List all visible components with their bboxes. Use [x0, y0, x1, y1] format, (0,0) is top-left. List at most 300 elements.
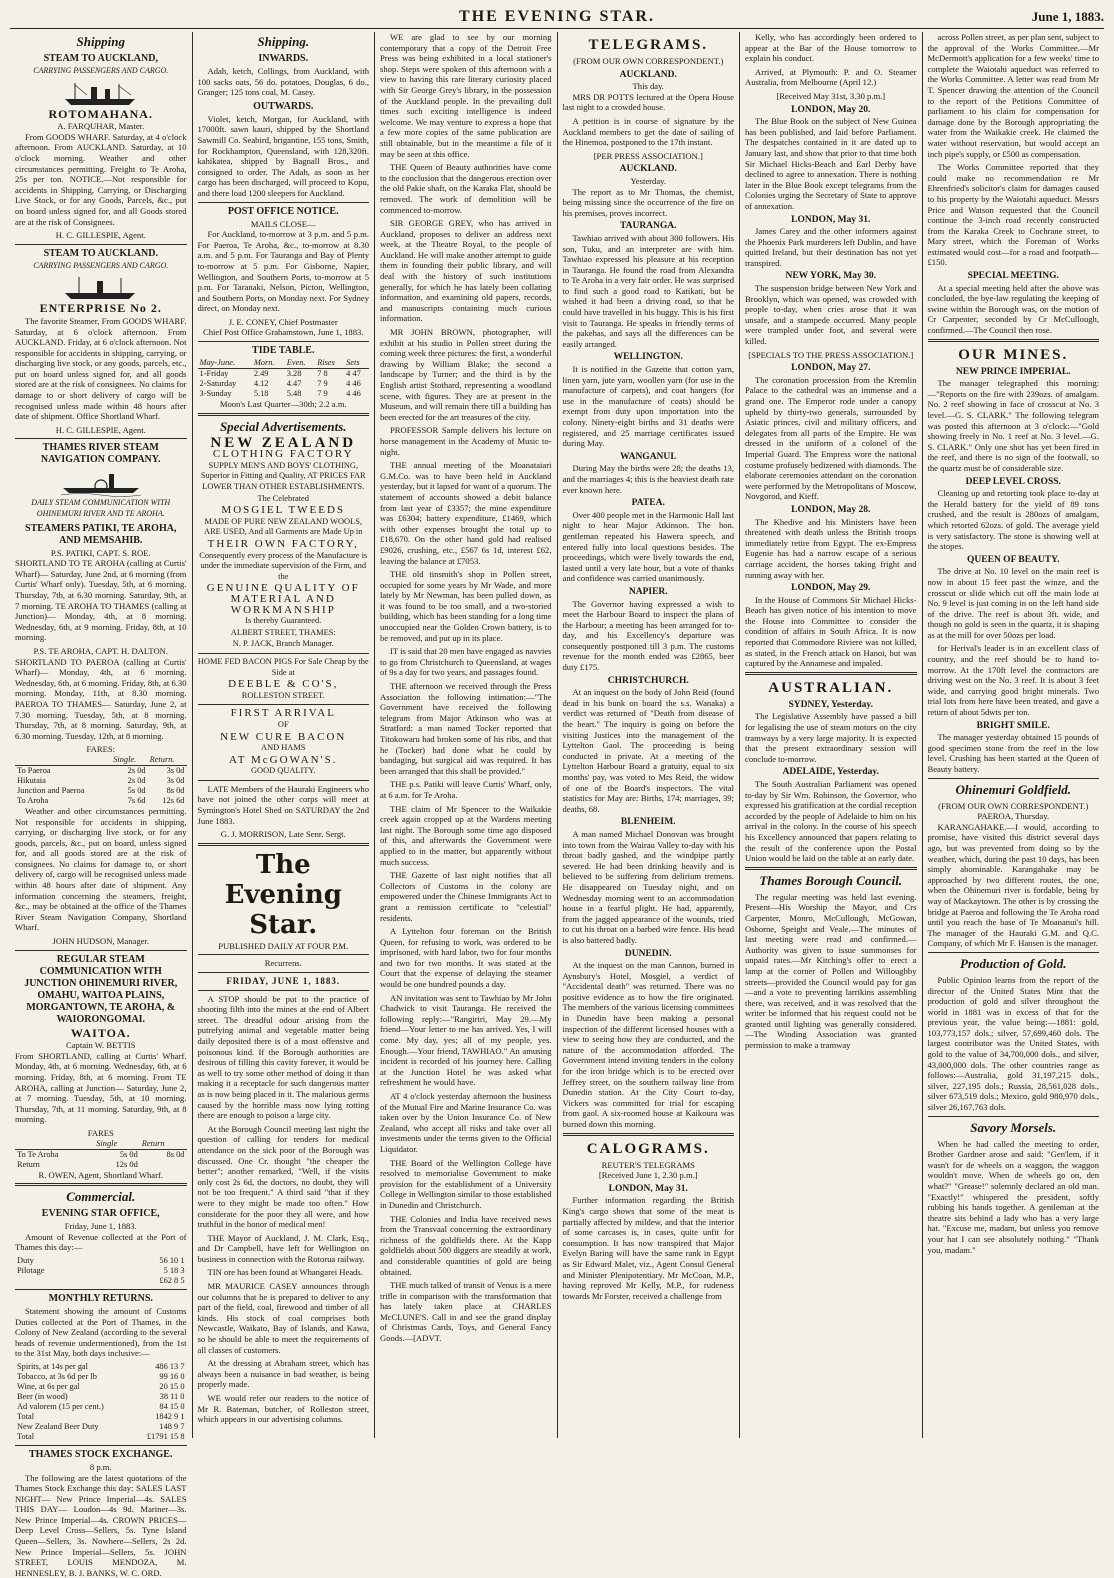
table-row — [15, 1276, 187, 1286]
ad-signature: R. OWEN, Agent, Shortland Wharf. — [15, 1170, 187, 1181]
clothing-ad-text: SUPPLY MEN'S AND BOYS' CLOTHING, Superior in Fitting and Quality, AT PRICES FAR LOWER THAN OTHER ESTABLISHMENTS. — [198, 461, 370, 493]
report-heading: THAMES STOCK EXCHANGE. — [15, 1449, 187, 1461]
engineers-notice: LATE Members of the Hauraki Engineers who have not joined the other corps will meet at Symington's Hotel Shed on SATURDAY the 2nd June 1883. — [198, 784, 370, 826]
mine-report: for Herival's leader is in an excellent class of country, and the reef should be to hand to-morrow. At the 170ft level the contractors are driving west on the No. 3 reef. It is about 3 feet wide, and carrying good bright minerals. Two trial lots from here have been treated, and gave a return of about 5dwts per ton. — [928, 643, 1100, 717]
customs-item: Wine, at 6s per gal — [15, 1382, 133, 1392]
divider — [15, 244, 187, 245]
notice-heading: POST OFFICE NOTICE. — [198, 206, 370, 218]
sun-sets: 4 46 — [344, 379, 369, 389]
telegram-text: Tawhiao arrived with about 300 followers. His son, Tuku, and an interpreter are with him. Tawhiao expressed his pleasure at his reception in Tauranga. He found the road from Alexandra to Te Aroha in a very fair order. He was surprised to find such a good road to Katikati, but he wished it had been a driving road, so that he could have travelled in his buggy. This is his first visit to Tauranga. He speaks in friendly terms of the pakehas, and says all the differences can be easily arranged. — [563, 233, 735, 350]
divider — [198, 843, 370, 846]
news-paragraph: THE annual meeting of the Moanataiari G.M.Co. was to have been held in Auckland yesterday, but it lapsed for want of a quorum. The statement of accounts showed a debit balance from last year of £3357; the mine expenditure was £6304; battery expenditure, £1469, which with other expenses brought the total up to £18,670. On the other hand gold had realised £9026, crushing, etc., £567 6s 1d, interest £62, leaving the balance at £7053. — [380, 460, 552, 566]
table-row — [15, 1256, 187, 1266]
leader-paragraph: THE Mayor of Auckland, J. M. Clark, Esq., and Dr Campbell, have left for Wellington on business in connection with the Rotorua railway. — [198, 1233, 370, 1265]
ad-signature: H. C. GILLESPIE, Agent. — [15, 425, 187, 436]
divider — [745, 867, 917, 870]
timetable-text: SHORTLAND TO TE AROHA (calling at Curtis' Wharf)— Saturday, June 2nd, at 6 morning (from Curtis' Wharf only). Tuesday, 5th, at 6 morning. Thursday, 7th, at 6.30 morning. Saturday, 9th, at 7 morning. TE AROHA TO THAMES (calling at Junction)— Monday, 4th, at 8 morning. Wednesday, 6th, at 9 morning. Friday, 8th, at 10 morning. — [15, 558, 187, 643]
ad-heading: STEAM TO AUCKLAND. — [15, 248, 187, 260]
divider — [198, 972, 370, 973]
revenue-item: Duty — [15, 1256, 104, 1266]
timetable-text: SHORTLAND TO PAEROA (calling at Curtis' Wharf)— Monday, 4th, at 6 morning. Wednesday, 6th, at 6 morning. Friday, 8th, at 6.30 morning. Monday, 11th, at 8.30 morning. PAEROA TO THAMES— Saturday, June 2, at 7.30 morning. Tuesday, 5th, at 8 morning. Thursday, 7th, at 8 morning. Saturday, 9th, at 6.30 morning. Tuesday, 12th, at 8 morning. — [15, 657, 187, 742]
telegram-text: Kelly, who has accordingly been ordered to appear at the Bar of the House tomorrow to explain his conduct. — [745, 32, 917, 64]
ad-body: From GOODS WHARF. Saturday, at 4 o'clock afternoon. From AUCKLAND. Saturday, at 10 o'clock morning. Weather and other circumstances permitting. Freight to Te Aroha, 25s per ton. NOTICE.—Not responsible for accidents in Shipping, Carrying, or Discharging Live Stock, or for any Goods, Parcels, &c., put on board unless signed for, and all Goods stored are at the risk of Consignees. — [15, 132, 187, 227]
table-row — [15, 1422, 187, 1432]
mine-report: The drive at No. 10 level on the main reef is now in about 15 feet past the winze, and the crosscut or slide which cut off the main lode at No. 9 level is just coming in on the left hand side of the drive. The reef is about 3ft. wide, and though no gold is seen in the quartz, it is shaping as at the mill for over 50ozs per load. — [928, 566, 1100, 640]
sun-sets: 4 46 — [344, 389, 369, 399]
ad-heading: STEAM TO AUCKLAND, — [15, 53, 187, 65]
arrival-ad-line: FIRST ARRIVAL — [198, 708, 370, 719]
council-report: The Works Committee reported that they could make no recommendation re Mr Ehrenfried's solicitor's claim for damages caused to his property by the Waiotahi aqueduct. Messrs Price and Watson requested that the Council continue the 3-inch road recently constructed from the Karaka Creek to Cochrane street, to Mary street, which the Foreman of Works estimated would cost—for a road and footpath—£150. — [928, 162, 1100, 268]
divider — [15, 1445, 187, 1446]
fare-single: 7s 6d — [111, 796, 147, 806]
savory-morsels-heading: Savory Morsels. — [928, 1120, 1100, 1136]
city-heading: LONDON, May 29. — [745, 583, 917, 594]
fare-return — [140, 1160, 187, 1170]
table-row — [15, 1160, 187, 1170]
ad-signature: JOHN HUDSON, Manager. — [15, 936, 187, 947]
news-paragraph: THE much talked of transit of Venus is a mere trifle in comparison with the transformation that has lately taken place at CHARLES McCLUNE'S. Call in and see the grand display of Christmas Cards, Toys, and General Fancy Goods.—[ADVT. — [380, 1280, 552, 1344]
council-report: At a special meeting held after the above was concluded, the bye-law regulating the keeping of swine within the Borough was, on the motion of Cr Carpenter, seconded by Cr McCullough, confirmed.—The Council then rose. — [928, 283, 1100, 336]
tide-header: Even. — [285, 358, 315, 369]
ad-subheading: CARRYING PASSENGERS AND CARGO. — [15, 261, 187, 272]
borough-council-heading: Thames Borough Council. — [745, 873, 917, 889]
ship-name: ENTERPRISE No 2. — [15, 303, 187, 314]
subsection-heading: OUTWARDS. — [198, 101, 370, 113]
source-note: [PER PRESS ASSOCIATION.] — [563, 151, 735, 162]
table-row — [15, 1266, 187, 1276]
tide-day: 3-Sunday — [198, 389, 252, 399]
leader-paragraph: MR MAURICE CASEY announces through our columns that he is prepared to deliver to any part of the field, coal, firewood and timber of all kinds. His stock of coal comprises both Newcastle, Waikato, Bay of Islands, and Kawa, so he should be able to meet the requirements of all classes of customers. — [198, 1281, 370, 1355]
divider — [198, 954, 370, 955]
section-heading-commercial: Commercial. — [15, 1189, 187, 1205]
customs-item: Beer (in wood) — [15, 1392, 133, 1402]
city-heading: SYDNEY, Yesterday. — [745, 700, 917, 711]
fares-header — [15, 755, 111, 766]
city-heading: WELLINGTON. — [563, 352, 735, 363]
news-paragraph: THE claim of Mr Spencer to the Waikakie creek again cropped up at the Wardens meeting last night. The Borough some time ago disposed of this, and afterwards the Government were applied to in the matter, but apparently without much success. — [380, 804, 552, 868]
fare-single: 5s 0d — [94, 1149, 140, 1160]
steamer-name: P.S. PATIKI, CAPT. S. ROE. — [15, 548, 187, 559]
divider — [15, 950, 187, 951]
tide-footer: Moon's Last Quarter—30th; 2.2 a.m. — [198, 399, 370, 410]
gold-production-heading: Production of Gold. — [928, 956, 1100, 972]
customs-table — [15, 1362, 187, 1442]
steamship-illustration — [61, 273, 141, 301]
news-paragraph: THE old tinsmith's shop in Pollen street, occupied for some years by Mr Wade, and more lately by Mr Newman, has been pulled down, as it was found to be too small, and a two-storied building, which has been standing for a long time unoccupied near the Golden Crown battery, is to be removed, and put up in its place. — [380, 569, 552, 643]
bacon-ad-address: ROLLESTON STREET. — [198, 691, 370, 702]
tide-header: Rises — [315, 358, 344, 369]
city-heading: NEW YORK, May 30. — [745, 271, 917, 282]
fare-single: 2s 0d — [111, 765, 147, 776]
news-paragraph: A Lyttelton four foreman on the British Queen, for refusing to work, was ordered to be imprisoned, with hard labor, two for four months and two for two months. It was stated at the Court that the expense of delaying the steamer would be one hundred pounds a day. — [380, 926, 552, 990]
steamer-name: P.S. TE AROHA, CAPT. H. DALTON. — [15, 646, 187, 657]
ad-signature: H. C. GILLESPIE, Agent. — [15, 230, 187, 241]
telegram-text: The South Australian Parliament was opened to-day by Sir Wm. Robinson, the Governor, who expressed his gratification at the cordial reception accorded by the people of Adelaide to him on his arrival in the colony. In the course of his speech his Excellency announced that papers relating to the result of the conference upon the Postal Union would be laid on the table at an early date. — [745, 779, 917, 864]
telegram-text: James Carey and the other informers against the Phoenix Park murderers left Dublin, and have quitted Ireland, but their destination has not yet transpired. — [745, 226, 917, 268]
customs-amount: 20 15 0 — [133, 1382, 187, 1392]
timetable-text: From SHORTLAND, calling at Curtis' Wharf. Monday, 4th, at 6 morning. Wednesday, 6th, at 6 morning. Friday, 8th, at 6 morning. From TE AROHA, calling at Junction— Saturday, June 2, at 7 morning. Tuesday, 5th, at 10 morning. Thursday, 7th, at 11 morning. Saturday, 9th, at 8 morning. — [15, 1051, 187, 1125]
leader-paragraph: WE would refer our readers to the notice of Mr R. Bateman, butcher, of Rolleston street, which appears in our advertising columns. — [198, 1393, 370, 1425]
table-row — [15, 1402, 187, 1412]
published-line: PUBLISHED DAILY AT FOUR P.M. — [198, 941, 370, 952]
table-row — [198, 369, 370, 380]
source-note: (FROM OUR OWN CORRESPONDENT.) — [563, 56, 735, 67]
steamer-list: STEAMERS PATIKI, TE AROHA, AND MEMSAHIB. — [15, 523, 187, 547]
telegram-text: The report as to Mr Thomas, the chemist, being missing since the occurrence of the fire on his premises, proves incorrect. — [563, 187, 735, 219]
customs-amount: 38 11 0 — [133, 1392, 187, 1402]
city-heading: BLENHEIM. — [563, 817, 735, 828]
tide-header: Sets — [344, 358, 369, 369]
fares-header: Return. — [148, 755, 187, 766]
tide-evening: 3.28 — [285, 369, 315, 380]
motto: Recurrens. — [198, 958, 370, 969]
customs-total: £1791 15 8 — [133, 1432, 187, 1442]
telegram-text: The Governor having expressed a wish to meet the Harbour Board to inspect the plans of the Harbour; a meeting has been arranged for to-day, and his Excellency's departure was consequently postponed till 3 p.m. The customs revenue for the month ended was £2865, beer duty £175. — [563, 599, 735, 673]
ad-body: The favorite Steamer, From GOODS WHARF. Saturday, at 6 o'clock afternoon. From AUCKLAND. Friday, at 6 o'clock afternoon. Not responsible for accidents in shipping, carrying, or discharging live stock, or any goods, parcels, etc., put on board unless signed for, and all goods stored are at the risk of consignees. No claims for damage to or short delivery of cargo will be recognised unless made within 48 hours after date of shipment. Office Shortland Wharf. — [15, 316, 187, 422]
tide-day: 1-Friday — [198, 369, 252, 380]
council-report: across Pollen street, as per plan sent, subject to the approval of the Works Committee.—Mr McDermott's application for a few weeks' time to complete the Waiotahi aqueduct was referred to the Works Committee. A letter was read from Mr T. Spencer drawing the attention of the Council to the report of the Petitions Committee of parliament to his claim for compensation for damage done by the Borough appropriating the water from the Waikakie creek. He claimed the water without reservation, but would accept an inch pipe's supply, or £500 as compensation. — [928, 32, 1100, 159]
divider — [198, 341, 370, 342]
dateline: PAEROA, Thursday. — [928, 811, 1100, 822]
telegram-text: At the inquest on the man Cannon, burned in Aynsbury's Hotel, Mosgiel, a verdict of "Accidental death" was returned. There was no positive evidence as to how the fire originated. The members of the various licensing committees in Dunedin have been making a personal inspection of the different licensed houses with a view to seeing how they are conducted, and the nature of the accommodation afforded. The Government intend inviting tenders in the colony for the iron bridge which is to be erected over Jeffrey street, on the southern railway line from Dunedin station. At the City Court to-day, Vickers was committed for trial for escaping from gaol. A six-roomed house at Kaikoura was burned down this morning. — [563, 960, 735, 1130]
clothing-ad-line: CLOTHING FACTORY — [198, 449, 370, 460]
ad-body: Weather and other circumstances permitting. Not responsible for accidents in shipping, carrying, or discharging live stock, or for any goods, parcels, &c., put on board, unless signed for, and all goods stored are at the risk of consignees. No claims for damage to, or short delivery of, cargo will be recognised unless made within 48 hours after date of shipment. Any information concerning the steamers, freight, &c., may be obtained at the office of the Thames River Steam Navigation Company, Shortland Wharf. — [15, 806, 187, 933]
ad-subheading: DAILY STEAM COMMUNICATION WITH OHINEMURI RIVER AND TE AROHA. — [15, 498, 187, 519]
city-heading: WANGANUI. — [563, 452, 735, 463]
city-heading: PATEA. — [563, 498, 735, 509]
shipping-text: Violet, ketch, Morgan, for Auckland, with 17000ft. sawn kauri, shipped by the Shortland Sawmill Co. Seabird, brigantine, 155 tons, Smith, for Rockhampton, Queensland, with 128,320ft. kahikatea, shipped by Bagnall Bros., and consigned to order. The Adah, as soon as her cargo has been discharged, will proceed to Kopu, and there load 1200 sleepers for Auckland. — [198, 114, 370, 199]
divider — [198, 704, 370, 705]
mine-report: The manager yesterday obtained 15 pounds of good specimen stone from the reef in the low level. Crushing has been started at the Queen of Beauty battery. — [928, 732, 1100, 774]
customs-amount: 148 9 7 — [133, 1422, 187, 1432]
table-row — [198, 389, 370, 399]
city-heading: LONDON, May 27. — [745, 363, 917, 374]
telegram-text: The Khedive and his Ministers have been threatened with death unless the British troops immediately retire from Egypt. The ex-Empress Eugenie has had a narrow escape of a serious carriage accident, the horses taking fright and running away with her. — [745, 517, 917, 581]
fare-return: 8s 0d — [148, 786, 187, 796]
tide-day: 2-Saturday — [198, 379, 252, 389]
customs-item: Total — [15, 1412, 133, 1422]
table-row — [15, 776, 187, 786]
telegram-text: The Legislative Assembly have passed a bill for legalising the use of steam motors on the city tramways by a very large majority. It is expected that the present extraordinary session will conclude to-morrow. — [745, 711, 917, 764]
news-paragraph: MR JOHN BROWN, photographer, will exhibit at his studio in Pollen street during the coming week three pictures: the first, a wonderful drawing by William Blake; the second a landscape by Turner; and the third is by the English artist Stothard, representing a woodland scene, with figures. They are at present in the Museum, and will remain there till a building has been erected for the art treasures of the city. — [380, 327, 552, 422]
city-heading: ADELAIDE, Yesterday. — [745, 767, 917, 778]
telegram-text: The suspension bridge between New York and Brooklyn, which was opened, was crowded with people to-day, when cries arose that it was unsafe, and a stampede occurred. Many people were trampled under foot, and several were killed. — [745, 283, 917, 347]
fares-header: Return — [140, 1139, 187, 1150]
fare-single: 2s 0d — [111, 776, 147, 786]
issue-date: June 1, 1883. — [1032, 9, 1104, 25]
telegram-text: At an inquest on the body of John Reid (found dead in his bunk on board the s.s. Wanaka) a verdict was returned of "Death from disease of the heart." The inquiry is going on before the visiting Justices into the management of the Lyttelton Gaol. The proceeding is being conducted in private. At a meeting of the Lyttelton Harbour Board a gratuity, equal to six months' pay, was voted to Mrs Reid, the widow of one of the Board's inspectors. The vital statistics for May are: Births, 174; marriages, 39; deaths, 68. — [563, 687, 735, 814]
fares-table — [15, 755, 187, 806]
fare-route: Return — [15, 1160, 94, 1170]
news-paragraph: SIR GEORGE GREY, who has arrived in Auckland, proposes to deliver an address next week, at the Theatre Royal, to the people of Auckland. He will make another attempt to guide them in founding their public library, and will deal with the history of such institutions generally, for which he has lately been collating information, and examining old papers, records, and manuscripts containing much curious information. — [380, 218, 552, 324]
tide-evening: 5.48 — [285, 389, 315, 399]
divider — [198, 780, 370, 781]
arrival-ad-text: AND HAMS — [198, 743, 370, 754]
leader-paragraph: At the dressing at Abraham street, which has always been a nuisance in bad weather, is being properly made. — [198, 1358, 370, 1390]
arrival-ad-text: OF — [198, 720, 370, 731]
divider — [15, 1289, 187, 1290]
clothing-ad-text: Consequently every process of the Manufacture is under the immediate supervision of the Firm, and the — [198, 551, 370, 583]
masthead — [10, 6, 1104, 29]
fare-route: To Te Aroha — [15, 1149, 94, 1160]
divider — [15, 438, 187, 439]
calograms-headline: CALOGRAMS. — [563, 1140, 735, 1158]
fare-route: To Aroha — [15, 796, 111, 806]
tide-header: May-June. — [198, 358, 252, 369]
paddle-steamer-illustration — [61, 468, 141, 496]
divider — [928, 778, 1100, 779]
report-heading: EVENING STAR OFFICE, — [15, 1208, 187, 1220]
customs-amount: 99 16 0 — [133, 1372, 187, 1382]
mine-heading: BRIGHT SMILE. — [928, 721, 1100, 732]
telegram-text: Arrived, at Plymouth: P. and O. Steamer Australia, from Melbourne (April 12.) — [745, 67, 917, 88]
revenue-amount: 56 10 1 — [104, 1256, 186, 1266]
divider — [563, 1133, 735, 1136]
clothing-ad-line: GENUINE QUALITY OF MATERIAL AND WORKMANSHIP — [198, 583, 370, 615]
news-paragraph: AT 4 o'clock yesterday afternoon the business of the Mutual Fire and Marine Insurance Co. was taken over by the Union Insurance Co. of New Zealand, who accept all risks and take over all investments under the terms given to the Official Liquidator. — [380, 1091, 552, 1155]
city-heading: LONDON, May 20. — [745, 105, 917, 116]
sun-rises: 7 8 — [315, 369, 344, 380]
city-heading: DUNEDIN. — [563, 949, 735, 960]
news-paragraph: THE Gazette of last night notifies that all Collectors of Customs in the colony are empowered under the Chinese Immigrants Act to grant a remission certificate to "celestial" residents. — [380, 870, 552, 923]
tide-table-heading: TIDE TABLE. — [198, 345, 370, 357]
telegrams-headline: TELEGRAMS. — [563, 36, 735, 54]
telegram-text: MRS DR POTTS lectured at the Opera House last night to a crowded house. — [563, 92, 735, 113]
goldfield-heading: Ohinemuri Goldfield. — [928, 782, 1100, 798]
column-1 — [10, 32, 192, 1438]
telegram-text: During May the births were 28; the deaths 13, and the marriages 4; this is the heaviest death rate ever known here. — [563, 463, 735, 495]
report-heading: MONTHLY RETURNS. — [15, 1293, 187, 1305]
clothing-ad-title: NEW ZEALAND — [198, 438, 370, 449]
news-paragraph: THE Colonies and India have received news from the Transvaal concerning the extraordinary richness of the goldfields there. At the Kapp goldfields about 500 diggers are steadily at work, and considerable quantities of gold are being obtained. — [380, 1214, 552, 1278]
report-time: 8 p.m. — [15, 1462, 187, 1473]
telegram-text: Over 400 people met in the Harmonic Hall last night to hear Major Atkinson. The hon. gentleman repeated his Hawera speech, and entered fully into local questions besides. The proceedings, which were lively towards the end, lasted until a very late hour, but a vote of thanks and confidence was carried unanimously. — [563, 510, 735, 584]
leader-paragraph: At the Borough Council meeting last night the question of calling for tenders for medical attendance on the sick poor of the Borough was discussed. One Cr. thought "the cheaper the better"; another remarked, "Well, if the visits only cost 2s 6d, the doctors, no doubt, they will not be too frequent." A third said "that if they were to they might be made too often." How considerate for the poor they all were, and how truthful in the honor of medical men! — [198, 1124, 370, 1230]
fares-heading: FARES: — [15, 744, 187, 755]
city-heading: TAURANGA. — [563, 221, 735, 232]
ship-name: WAITOA. — [15, 1028, 187, 1039]
customs-item: Tobacco, at 3s 6d per lb — [15, 1372, 133, 1382]
bacon-ad-line: DEEBLE & CO'S, — [198, 679, 370, 690]
council-report: The regular meeting was held last evening. Present—His Worship the Mayor, and Crs Carpenter, Monro, McCullough, McGowan, Osborne, Speight and Veale.—The minutes of last meeting were read and confirmed.—Authority was given to issue summonses for unpaid rates.—Mr Kitching's offer to erect a lamp at the corner of Pollen and Willoughby streets—provided the Council would pay for gas—and a vote to preventing larrikins assembling there, was received, and it was resolved that the writer be informed that his request could not be granted until lighting was generally considered.—The Winding Association was granted permission to make a tramway — [745, 892, 917, 1051]
report-body: The following are the latest quotations of the Thames Stock Exchange this day: SALES LAST NIGHT— New Prince Imperial—4s. SALES THIS DAY— Loudon—4s 9d. Mariner—3s. New Prince Imperial—4s. CROWN PRICES— Deep Level Cross—Sellers, 5s. Tyne Island Queen—Sellers, 3s. Nowhere—Sellers, 2s 2d. New Prince Imperial—Sellers, 5s. JOHN STREET, LOUIS MENDOZA, M. HENNESLEY, B. J. BANKS, W. C. ORD. — [15, 1473, 187, 1578]
fare-route: Hikutaia — [15, 776, 111, 786]
city-heading: LONDON, May 31. — [563, 1184, 735, 1195]
divider — [928, 952, 1100, 953]
customs-item: Spirits, at 14s per gal — [15, 1362, 133, 1372]
telegram-text: The Blue Book on the subject of New Guinea has been published, and laid before Parliament. The despatches contained in it are dated up to January last, and show that prior to that time both Sir Michael Hicks-Beach and Earl Derby have declined to agree to annexation. There is nothing later in the Blue Book except telegrams from the Colonies urging the Secretary of State to approve of annexation. — [745, 116, 917, 211]
divider — [198, 990, 370, 991]
customs-item: Total — [15, 1432, 133, 1442]
telegram-text: A man named Michael Donovan was brought into town from the Wairau Valley to-day with his throat badly gashed, and the windpipe partly severed. He had been drinking heavily and is believed to be suffering from delirium tremens. He disappeared on Tuesday night, and on Wednesday morning went to an accommodation house in a fearful plight. He had, apparently, from the jagged appearance of the wounds, tried to cut his throat on a barbed wire fence. His head is also battered badly. — [563, 829, 735, 946]
clothing-ad-text: Is thereby Guaranteed. — [198, 616, 370, 627]
divider — [745, 672, 917, 675]
fare-return: 12s 6d — [148, 796, 187, 806]
column-6 — [922, 32, 1105, 1438]
mine-heading: DEEP LEVEL CROSS. — [928, 477, 1100, 488]
table-row — [15, 1412, 187, 1422]
revenue-table — [15, 1256, 187, 1286]
bacon-ad-text: HOME FED BACON PIGS For Sale Cheap by the Side at — [198, 657, 370, 678]
table-row — [15, 1372, 187, 1382]
leader-paragraph: TIN ore has been found at Whangarei Heads. — [198, 1267, 370, 1278]
tide-evening: 4.47 — [285, 379, 315, 389]
city-heading: CHRISTCHURCH. — [563, 676, 735, 687]
city-heading: NAPIER. — [563, 587, 735, 598]
tide-morning: 2.49 — [252, 369, 285, 380]
source-note: [SPECIALS TO THE PRESS ASSOCIATION.] — [745, 350, 917, 361]
source-note: REUTER'S TELEGRAMS — [563, 1160, 735, 1171]
savory-morsels-text: When he had called the meeting to order, Brother Gardner arose and said: "Gen'lem, if it wasn't for de wheels on a waggon, the waggon wouldn't move. When de wheels go on, den what?" "Grease!" solemnly declared an old man. "Exactly!" whispered the president, softly rubbing his hands together. A gentleman at the theatre sits behind a lady who has a very large hat. "Excuse me, madam, but unless you remove your hat I can see absolutely nothing." "Thank you, madam." — [928, 1139, 1100, 1256]
ad-heading: REGULAR STEAM COMMUNICATION WITH JUNCTION OHINEMURI RIVER, OMAHU, WAITOA PLAINS, MORGANTOWN, TE AROHA, & WAIORONGOMAI. — [15, 954, 187, 1026]
revenue-amount: 5 18 3 — [104, 1266, 186, 1276]
ship-captain: Captain W. BETTIS — [15, 1040, 187, 1051]
fare-single: 5s 0d — [111, 786, 147, 796]
news-paragraph: THE afternoon we received through the Press Association the following intimation:—"The Government have received the following telegram from Major Atkinson who was at Stratford: a man named Tocker reported that Titokowaru had broken some of his ribs, and that he (Tocker) had done what he could by bandaging, but surgical aid was required. It has been arranged that this shall be provided." — [380, 681, 552, 776]
telegram-text: In the House of Commons Sir Michael Hicks-Beach has given notice of his intention to move the House into Committee to consider the condition of affairs in South Africa. It is now reported that Commodore Riviere was not killed, as stated, in the French attack on Hanoi, but was captured by the Annamese and impaled. — [745, 595, 917, 669]
ad-heading: THAMES RIVER STEAM NAVIGATION COMPANY. — [15, 442, 187, 466]
divider — [928, 339, 1100, 342]
clothing-ad-line: MOSGIEL TWEEDS — [198, 505, 370, 516]
clothing-ad-line: THEIR OWN FACTORY, — [198, 539, 370, 550]
fares-header — [15, 1139, 94, 1150]
telegram-text: A petition is in course of signature by the Auckland members to get the date of sailing of the Hinemoa, postponed to the 17th instant. — [563, 116, 735, 148]
table-row — [15, 796, 187, 806]
notice-signature: J. E. CONEY, Chief Postmaster — [198, 317, 370, 328]
mine-report: Cleaning up and retorting took place to-day at the Herald battery for the yield of 89 tons crushed, and the result is 280ozs of amalgam, which retorted 62ozs. of gold. The average yield is very satisfactory. The stone is showing well at the stopes. — [928, 488, 1100, 552]
fare-single: 12s 0d — [94, 1160, 140, 1170]
subsection-heading: INWARDS. — [198, 53, 370, 65]
newspaper-title: The Evening Star. — [198, 850, 370, 940]
column-2 — [192, 32, 375, 1438]
section-heading-shipping: Shipping. — [198, 34, 370, 50]
page-columns — [10, 32, 1104, 1438]
notice-footer: Chief Post Office Grahamstown, June 1, 1883. — [198, 327, 370, 338]
table-row — [15, 1362, 187, 1372]
issue-dateline: FRIDAY, JUNE 1, 1883. — [198, 976, 370, 987]
report-body: Statement showing the amount of Customs Duties collected at the Port of Thames, in the Colony of New Zealand (according to the several heads of revenue undermentioned), from the 1st to the 31st May, both days inclusive:— — [15, 1306, 187, 1359]
table-row — [15, 786, 187, 796]
leader-paragraph: A STOP should be put to the practice of shooting filth into the mines at the end of Albert street. The dreadful odour arising from the putrefying animal and vegetable matter being daily deposited there is of a most offensive and poisonous kind. If the Borough authorities are desirous of filling this cavity forever, it would be as well to try some other method of doing it than making it a receptacle for such dangerous matter as is now being placed in it. The malarious germs caused by the horrible mass now lying rotting there are enough to poison a large city. — [198, 994, 370, 1121]
time-note: This day. — [563, 81, 735, 92]
column-4 — [557, 32, 740, 1438]
australian-headline: AUSTRALIAN. — [745, 679, 917, 697]
received-note: [Received June 1, 2.30 p.m.] — [563, 1170, 735, 1181]
received-note: [Received May 31st, 3.30 p.m.] — [745, 91, 917, 102]
divider — [198, 202, 370, 203]
column-3 — [374, 32, 557, 1438]
divider — [15, 1183, 187, 1186]
mine-heading: NEW PRINCE IMPERIAL. — [928, 367, 1100, 378]
newspaper-name: THE EVENING STAR. — [10, 8, 1104, 26]
tide-table — [198, 358, 370, 399]
customs-amount: 1842 9 1 — [133, 1412, 187, 1422]
telegram-text: The coronation procession from the Kremlin Palace to the cathedral was an immense and a grand one. The Emperor rode under a canopy upheld by thirty-two generals, surrounded by Asiatic princes, civil and military officers, and delegates from all parts of the Empire. He was dressed in the uniform of a colonel of the Imperial Guard. The Empress wore the national costume profusely bedizened with diamonds. The elaborate ceremonies attendant on the coronation were performed by the Metropolitans of Moscow, Novgorod, and Kieff. — [745, 375, 917, 502]
sun-sets: 4 47 — [344, 369, 369, 380]
customs-amount: 84 15 0 — [133, 1402, 187, 1412]
notice-subheading: MAILS CLOSE— — [198, 219, 370, 230]
fare-route: To Paeroa — [15, 765, 111, 776]
clothing-ad-text: MADE OF PURE NEW ZEALAND WOOLS, ARE USED, And all Garments are Made Up in — [198, 517, 370, 538]
arrival-ad-text: GOOD QUALITY. — [198, 766, 370, 777]
section-heading-special-ads: Special Advertisements. — [198, 419, 370, 435]
mine-heading: QUEEN OF BEAUTY. — [928, 555, 1100, 566]
telegram-text: Further information regarding the British King's cargo shows that some of the meat is partially affected by mildew, and that the interior of some carcases is, in cases, quite unfit for consumption. It has now transpired that Major Evelyn Baring will have the same rank in Egypt as Sir Edward Malet, viz., Agent Consul General and Minister Plenipotentiary. Mr McCoan, M.P., having reproved Mr Kelly, M.P., for rudeness towards Mr Forster, received a challenge from — [563, 1195, 735, 1301]
mines-headline: OUR MINES. — [928, 346, 1100, 364]
customs-item: New Zealand Beer Duty — [15, 1422, 133, 1432]
fare-return: 3s 0d — [148, 765, 187, 776]
time-note: Yesterday. — [563, 176, 735, 187]
steamship-illustration — [61, 79, 141, 107]
table-row — [15, 1382, 187, 1392]
engineers-signature: G. J. MORRISON, Late Senr. Sergt. — [198, 829, 370, 840]
sun-rises: 7 9 — [315, 389, 344, 399]
table-row — [15, 765, 187, 776]
goldfield-report: KARANGAHAKE.—I would, according to promise, have visited this district several days ago, but was prevented from doing so by the weather, which, during the past 10 days, has been simply abominable. Karangahake may be approached by two different routes, the one, when the Ohinemuri river is fordable, being by way of Mackaytown. The other is by crossing the bridge at Paeroa and following the Te Aroha road until you reach the base of Te Moananui's hill. The manager of the Hauraki G.M. and Q.C. Company, of which Mr F. Hansen is the manager. — [928, 822, 1100, 949]
revenue-total: £62 8 5 — [104, 1276, 186, 1286]
news-paragraph: WE are glad to see by our morning contemporary that a copy of the Detroit Free Press was being exhibited in a local stationer's shop. Steps were spoken of this afternoon with a view to having this rare literary curiosity placed with Sir George Grey's library, in the possession of the Auckland people. In the prevailing dull times such exciting intelligence is indeed welcome. We may venture to express a hope that a few more copies of the same publication are still obtainable, but in the meantime a file of it may be seen at this office. — [380, 32, 552, 159]
notice-body: For Auckland, to-morrow at 3 p.m. and 5 p.m. For Paeroa, Te Aroha, &c., to-morrow at 8.30 a.m. and 5 p.m. For Tauranga and Bay of Plenty to-morrow at 5 p.m. For Gisborne, Napier, Wellington, and Southern Ports, to-morrow at 5 p.m. For Taranaki, Nelson, Picton, Wellington, and Southern Ports, on Monday next. For Sydney direct, on Monday next. — [198, 229, 370, 314]
shipping-text: Adah, ketch, Collings, from Auckland, with 100 sacks oats, 56 do. potatoes, Douglas, 6 do., Granger; 125 tons coal, M. Casey. — [198, 66, 370, 98]
ship-master: A. FARQUHAR, Master. — [15, 121, 187, 132]
report-body: Amount of Revenue collected at the Port of Thames this day:— — [15, 1232, 187, 1253]
news-paragraph: THE Queen of Beauty authorities have come to the conclusion that the dangerous erection over the old Pakie shaft, on the Karaka Flat, should be removed. The work of demolition will be commenced to-morrow. — [380, 162, 552, 215]
news-paragraph: THE p.s. Patiki will leave Curtis' Wharf, only, at 6 a.m. for Te Aroha. — [380, 779, 552, 800]
divider — [928, 1116, 1100, 1117]
customs-item: Ad valorem (15 per cent.) — [15, 1402, 133, 1412]
arrival-ad-line: NEW CURE BACON — [198, 732, 370, 743]
tide-morning: 5.18 — [252, 389, 285, 399]
revenue-item: Pilotage — [15, 1266, 104, 1276]
tide-morning: 4.12 — [252, 379, 285, 389]
table-row — [15, 1149, 187, 1160]
divider — [198, 413, 370, 416]
telegram-text: It is notified in the Gazette that cotton yarn, linen yarn, jute yarn, woollen yarn (for use in the manufacture of carpets), and coat hangers (for use in the manufacture of coats) should be exempt from duty upon importation into the colony. Ninety-eight births and 31 deaths were registered, and 25 marriage certificates issued during May. — [563, 364, 735, 449]
gold-production-text: Public Opinion learns from the report of the director of the United States Mint that the production of gold and silver throughout the world in 1881 was in excess of that for the previous year, the value being:—1881: gold, 103,773,157 dols.; silver, 57,699,460 dols. The largest contributor was the United States, with gold to the value of 34,700,000 dols., and silver, 43,000,000 dols. The other countries range as follows:—Australia, gold 31,197,215 dols., silver, 227,195 dols.; Russia, 28,561,028 dols., silver 673,519 dols.; Mexico, gold 980,970 dols., silver 26,167,763 dols. — [928, 975, 1100, 1113]
arrival-ad-line: AT McGOWAN'S. — [198, 755, 370, 766]
divider — [198, 653, 370, 654]
section-heading-shipping: Shipping — [15, 34, 187, 50]
city-heading: LONDON, May 31. — [745, 215, 917, 226]
clothing-ad-address: ALBERT STREET, THAMES: — [198, 628, 370, 639]
customs-amount: 486 13 7 — [133, 1362, 187, 1372]
city-heading: AUCKLAND. — [563, 164, 735, 175]
city-heading: AUCKLAND. — [563, 70, 735, 81]
mine-report: The manager telegraphed this morning:—"Reports on the fire with 239ozs. of amalgam. No. 2 reef showing in face of crosscut at No. 3 level.—G. S. CLARK." The following telegram was posted this afternoon at 3 o'clock:—"Gold showing freely in No. 1 reef at No. 3 level.—G. S. CLARK." Only one shot has yet been fired in the reef, and there is no sign of the footwall, so the quartz must be of considerable size. — [928, 378, 1100, 473]
table-row — [198, 379, 370, 389]
revenue-item — [15, 1276, 104, 1286]
fare-return: 3s 0d — [148, 776, 187, 786]
report-date: Friday, June 1, 1883. — [15, 1221, 187, 1232]
news-paragraph: PROFESSOR Sample delivers his lecture on horse management in the Academy of Music to-night. — [380, 425, 552, 457]
ship-name: ROTOMAHANA. — [15, 109, 187, 120]
special-meeting-heading: SPECIAL MEETING. — [928, 271, 1100, 282]
clothing-ad-signature: N. P. JACK, Branch Manager. — [198, 639, 370, 650]
fares-header: Single — [94, 1139, 140, 1150]
fare-route: Junction and Paeroa — [15, 786, 111, 796]
sun-rises: 7 9 — [315, 379, 344, 389]
fares-heading: FARES — [15, 1128, 187, 1139]
column-5 — [739, 32, 922, 1438]
fares-table — [15, 1139, 187, 1170]
fare-return: 8s 0d — [140, 1149, 187, 1160]
source-note: (FROM OUR OWN CORRESPONDENT.) — [928, 801, 1100, 812]
table-row — [15, 1392, 187, 1402]
news-paragraph: AN invitation was sent to Tawhiao by Mr John Chadwick to visit Tauranga. He received the following reply:—"Rangiriri, May 29.—My friend—Your letter to me has arrived. Yes, I will come. My day, yes; all of my people, yes. Enough.—Your friend, TAWHIAO." An amusing incident is recorded of his journey here. Calling at the Junction Hotel he was asked what refreshment he would have. — [380, 993, 552, 1088]
city-heading: LONDON, May 28. — [745, 505, 917, 516]
news-paragraph: IT is said that 20 men have engaged as navvies to go from Christchurch to Queensland, at wages of 9s a day for two years, and passages found. — [380, 646, 552, 678]
table-row — [15, 1432, 187, 1442]
